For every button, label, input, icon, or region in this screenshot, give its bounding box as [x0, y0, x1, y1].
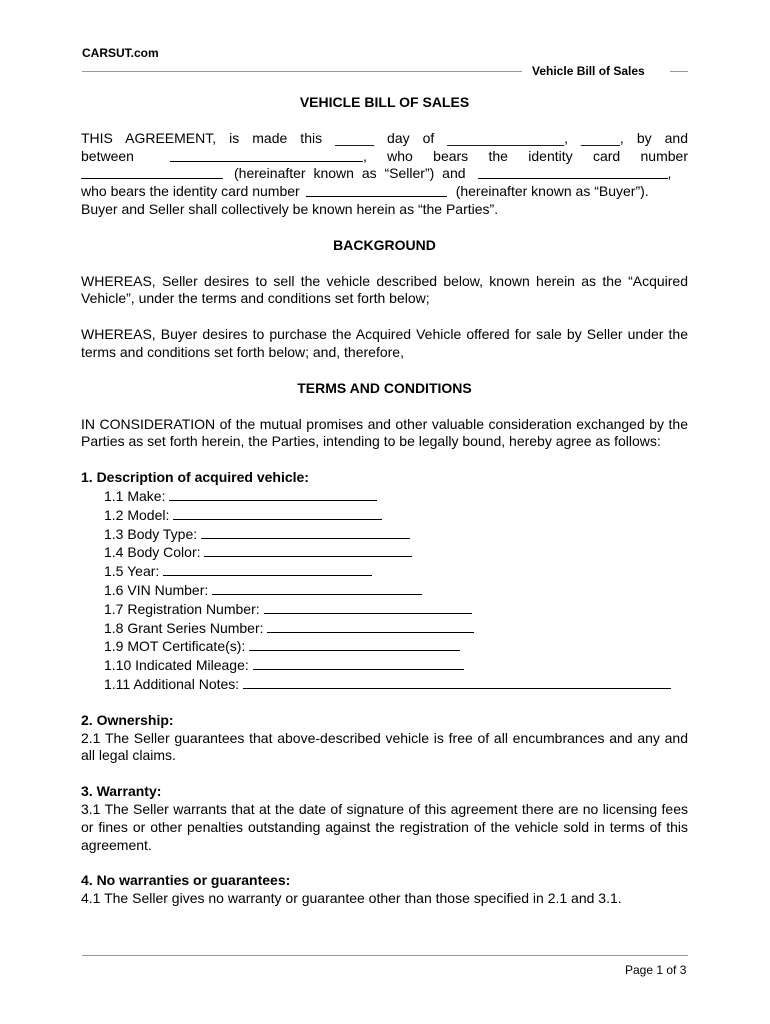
item-label-body-color: 1.4 Body Color:: [104, 544, 201, 561]
item-label-make: 1.1 Make:: [104, 487, 166, 504]
item-label-body-type: 1.3 Body Type:: [104, 525, 198, 542]
section-1-title: 1. Description of acquired vehicle:: [81, 469, 309, 486]
intro-hereinafter-seller: (hereinafter known as “Seller”) and: [234, 165, 466, 182]
brand-name: CARSUT.com: [82, 46, 159, 60]
list-item: [81, 600, 688, 619]
list-item: [81, 581, 688, 600]
list-item: [81, 637, 688, 656]
background-paragraph-2: WHEREAS, Buyer desires to purchase the Acquired Vehicle offered for sale by Seller under the terms and conditions set forth below; and, therefore,: [81, 326, 688, 360]
intro-between: between: [81, 147, 134, 164]
intro-line-4: [81, 183, 688, 201]
header-divider-tail: [670, 71, 688, 72]
list-item: [81, 543, 688, 562]
item-label-model: 1.2 Model:: [104, 506, 170, 523]
item-label-mileage: 1.10 Indicated Mileage:: [104, 657, 249, 674]
footer-divider: [82, 955, 688, 956]
vehicle-description-list: [81, 487, 688, 694]
section-2-text: 2.1 The Seller guarantees that above-described vehicle is free of all encumbrances and any and all legal claims.: [81, 729, 688, 764]
buyer-name-blank[interactable]: [478, 165, 668, 179]
list-item: [81, 656, 688, 675]
background-heading: BACKGROUND: [333, 236, 436, 253]
page-number: Page 1 of 3: [625, 963, 687, 977]
model-field[interactable]: [173, 506, 382, 520]
list-item: [81, 619, 688, 638]
header-divider: [82, 71, 522, 72]
item-label-additional-notes: 1.11 Additional Notes:: [104, 675, 240, 692]
terms-paragraph: IN CONSIDERATION of the mutual promises and other valuable consideration exchanged by the Parties as set forth herein, the Parties, intending to be legally bound, hereby agree as follows:: [81, 415, 688, 450]
body-type-field[interactable]: [201, 525, 410, 539]
intro-line-3: [81, 165, 688, 183]
seller-id-blank[interactable]: [81, 165, 223, 179]
header-doc-title: Vehicle Bill of Sales: [532, 64, 645, 78]
item-label-year: 1.5 Year:: [104, 563, 160, 580]
section-4-title: 4. No warranties or guarantees:: [81, 872, 291, 889]
document-title: VEHICLE BILL OF SALES: [299, 94, 470, 110]
registration-field[interactable]: [264, 600, 472, 614]
buyer-id-blank[interactable]: [306, 183, 447, 197]
list-item: [81, 675, 688, 694]
year-field[interactable]: [163, 562, 372, 576]
background-paragraph-1: WHEREAS, Seller desires to sell the vehicle described below, known herein as the “Acquired Vehicle”, under the terms and conditions set forth below;: [81, 272, 688, 307]
vin-field[interactable]: [212, 581, 422, 595]
item-label-mot: 1.9 MOT Certificate(s):: [104, 638, 246, 655]
intro-buyer-id: who bears the identity card number: [81, 183, 300, 200]
list-item: [81, 525, 688, 544]
list-item: [81, 487, 688, 506]
body-color-field[interactable]: [204, 543, 412, 557]
intro-hereinafter-buyer: (hereinafter known as “Buyer”).: [455, 183, 649, 200]
item-label-registration: 1.7 Registration Number:: [104, 600, 260, 617]
mileage-field[interactable]: [253, 656, 464, 670]
additional-notes-field[interactable]: [243, 675, 671, 689]
list-item: [81, 562, 688, 581]
intro-comma: ,: [667, 165, 672, 182]
list-item: [81, 506, 688, 525]
intro-who-bears: , who bears the identity card number: [362, 147, 688, 164]
section-3-title: 3. Warranty:: [81, 783, 162, 800]
intro-line-1: THIS AGREEMENT, is made this _____ day of _______________, _____, by and: [81, 129, 688, 146]
item-label-grant-series: 1.8 Grant Series Number:: [104, 619, 264, 636]
terms-heading: TERMS AND CONDITIONS: [297, 379, 472, 396]
seller-name-blank[interactable]: [170, 148, 363, 162]
section-4-text: 4.1 The Seller gives no warranty or guarantee other than those specified in 2.1 and 3.1.: [81, 890, 622, 907]
intro-paragraph: [81, 130, 688, 219]
intro-line-2: [81, 148, 688, 166]
intro-line-5: Buyer and Seller shall collectively be known herein as “the Parties”.: [81, 200, 499, 217]
grant-series-field[interactable]: [267, 619, 474, 633]
section-3-text: 3.1 The Seller warrants that at the date of signature of this agreement there are no licensing fees or fines or other penalties outstanding against the registration of the vehicle sold in terms of this agreement.: [81, 800, 688, 853]
document-body: [81, 94, 688, 908]
section-2-title: 2. Ownership:: [81, 711, 174, 728]
item-label-vin: 1.6 VIN Number:: [104, 581, 209, 598]
mot-certificate-field[interactable]: [249, 637, 460, 651]
make-field[interactable]: [169, 487, 377, 501]
